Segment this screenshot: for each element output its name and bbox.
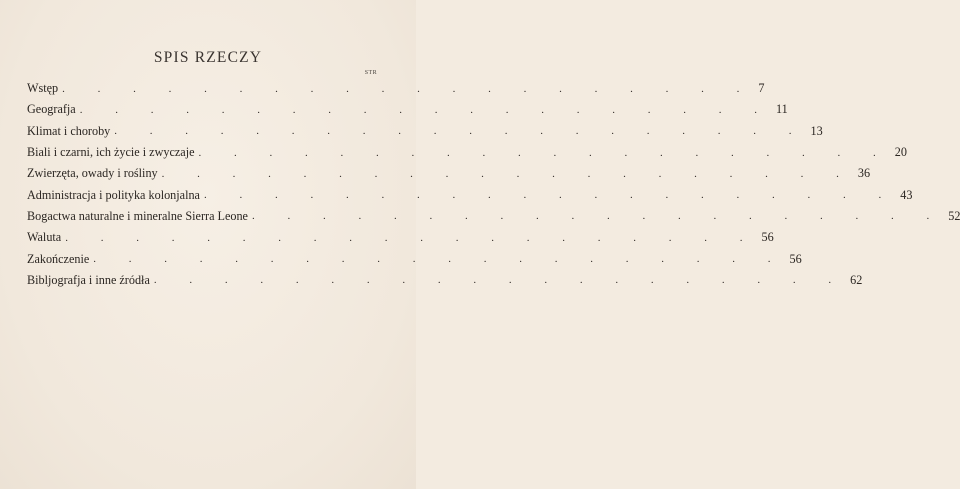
toc-entry-page: 62 (850, 272, 863, 287)
toc-entry-zwierzeta (27, 163, 871, 184)
toc-entry-bibljografja (27, 270, 863, 291)
toc-entry-page: 56 (761, 230, 774, 245)
toc-entry-bogactwa (27, 206, 960, 227)
toc-entry-title: Administracja i polityka kolonjalna (27, 187, 200, 202)
dot-leader: . . . . . . . . . . . . . . . . . . . . (65, 231, 758, 244)
dot-leader: . . . . . . . . . . . . . . . . . . . . (93, 253, 786, 266)
toc-entry-title: Geografja (27, 102, 76, 117)
toc-entry-zakonczenie (27, 248, 802, 269)
toc-entry-page: 20 (894, 145, 907, 160)
toc-entry-title: Bogactwa naturalne i mineralne Sierra Leone (27, 208, 248, 223)
toc-entry-page: 11 (775, 102, 788, 117)
toc-entry-title: Klimat i choroby (27, 123, 111, 138)
toc-entry-title: Bibljografja i inne źródła (27, 272, 150, 287)
toc-entry-administracja (27, 184, 913, 205)
dot-leader: . . . . . . . . . . . . . . . . . . . . (251, 210, 945, 223)
page-title: SPIS RZECZY (153, 49, 263, 66)
table-of-contents (27, 78, 960, 291)
dot-leader: . . . . . . . . . . . . . . . . . . . . (198, 146, 891, 159)
toc-entry-page: 13 (810, 123, 823, 138)
toc-entry-geografja (27, 99, 788, 120)
toc-entry-page: 7 (758, 81, 765, 96)
dot-leader: . . . . . . . . . . . . . . . . . . . . (153, 274, 847, 287)
toc-entry-waluta (27, 227, 774, 248)
toc-entry-title: Zakończenie (27, 251, 90, 266)
toc-entry-page: 36 (857, 166, 871, 181)
toc-entry-title: Waluta (27, 230, 62, 245)
toc-entry-biali (27, 142, 907, 163)
page-column-label: STR (364, 70, 377, 76)
dot-leader: . . . . . . . . . . . . . . . . . . . . (203, 189, 897, 202)
toc-entry-wstep (27, 78, 765, 99)
toc-entry-title: Wstęp (27, 81, 59, 96)
toc-entry-page: 52 (948, 208, 960, 223)
dot-leader: . . . . . . . . . . . . . . . . . . . . (114, 125, 807, 138)
toc-entry-title: Biali i czarni, ich życie i zwyczaje (27, 145, 195, 160)
dot-leader: . . . . . . . . . . . . . . . . . . . . (161, 167, 854, 180)
dot-leader: . . . . . . . . . . . . . . . . . . . . (62, 82, 755, 95)
toc-entry-klimat (27, 121, 823, 142)
toc-entry-title: Zwierzęta, owady i rośliny (27, 166, 158, 181)
toc-entry-page: 43 (900, 187, 913, 202)
toc-entry-page: 56 (789, 251, 802, 266)
dot-leader: . . . . . . . . . . . . . . . . . . . . (79, 103, 772, 116)
